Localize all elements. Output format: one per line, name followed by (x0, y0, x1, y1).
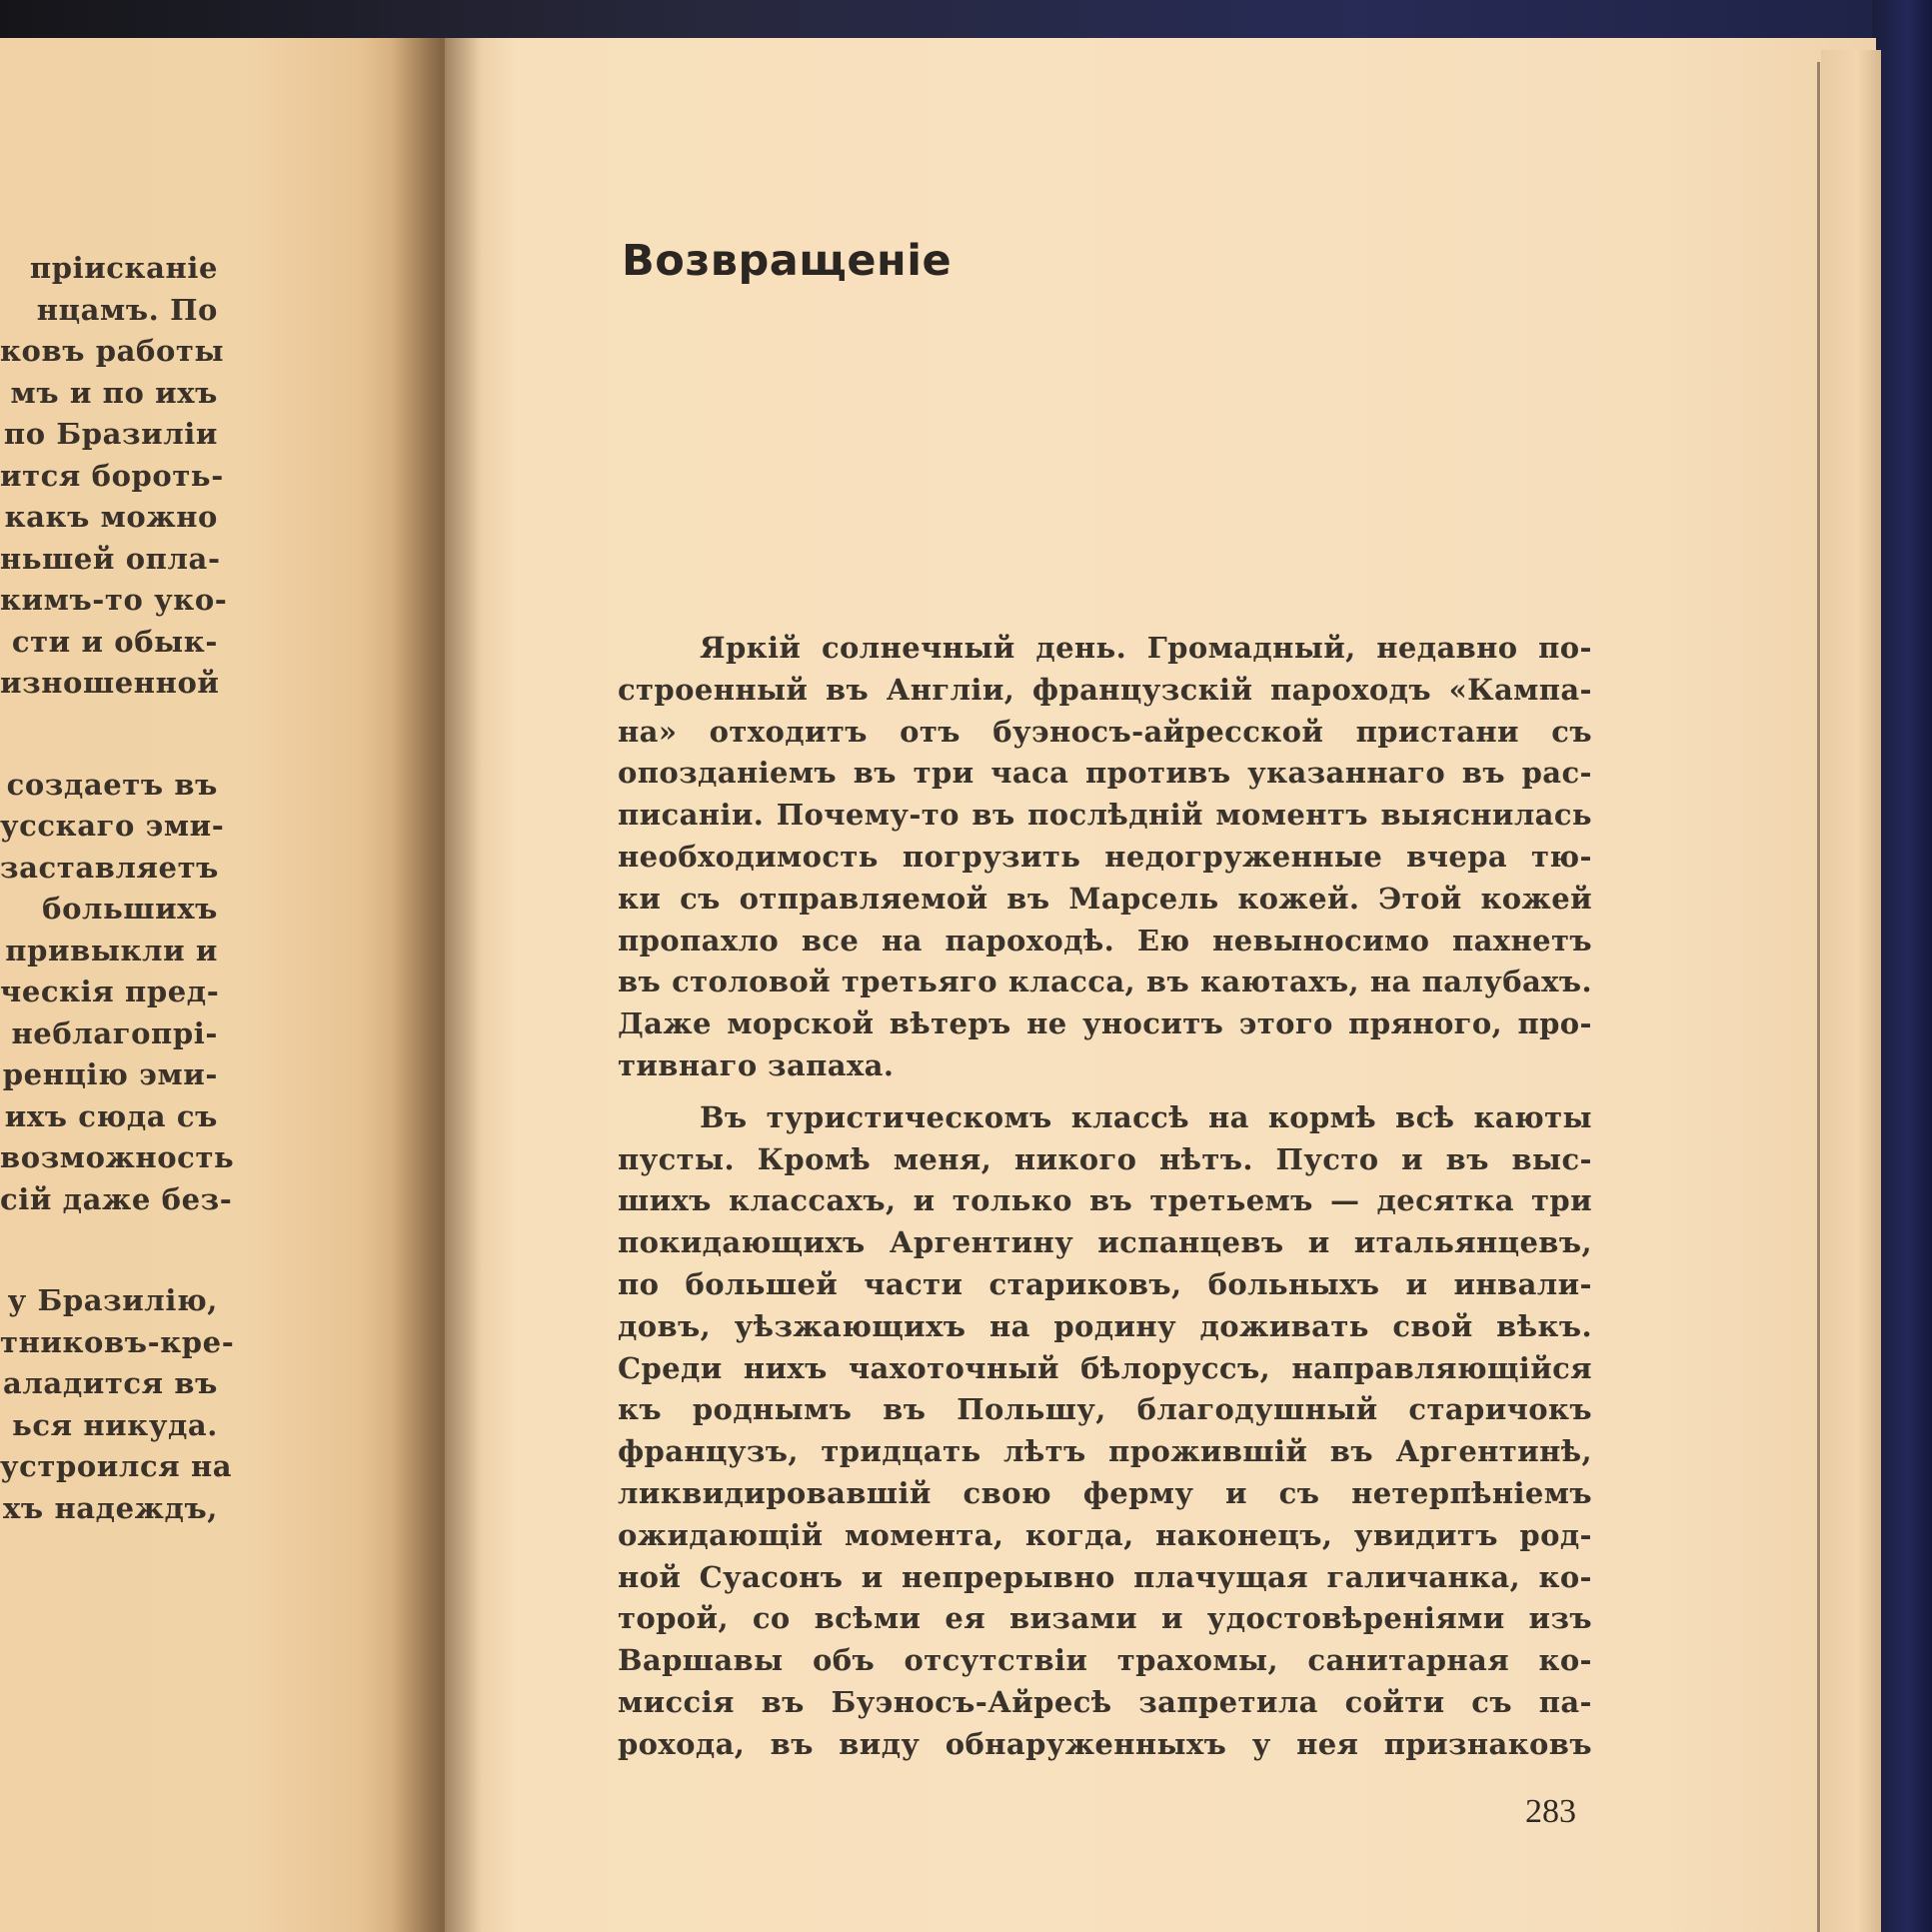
left-line: возможность (0, 1140, 235, 1174)
text-line: Въ туристическомъ классѣ на кормѣ всѣ каюты (700, 1099, 1592, 1134)
text-line: покидающихъ Аргентину испанцевъ и итальянцевъ, (618, 1225, 1592, 1260)
text-line: ной Суасонъ и непрерывно плачущая галичанка, ко- (618, 1559, 1592, 1594)
left-line: сти и обык- (11, 624, 218, 659)
body-text (618, 628, 1592, 1766)
text-line: французъ, тридцать лѣтъ прожившій въ Аргентинѣ, (618, 1434, 1592, 1469)
text-line: тивнаго запаха. (618, 1047, 895, 1082)
left-line: ньшей опла- (0, 541, 221, 576)
left-line: ится бороть- (0, 458, 224, 493)
text-line: по большей части стариковъ, больныхъ и инвали- (618, 1266, 1592, 1301)
text-line: ликвидировавшій свою ферму и съ нетерпѣніемъ (618, 1475, 1592, 1510)
left-line: привыкли и (5, 933, 218, 967)
left-line: пріисканіе (29, 251, 218, 285)
left-line: изношенной (0, 666, 220, 700)
left-line: ихъ сюда съ (4, 1098, 218, 1133)
left-line: хъ надеждъ, (3, 1490, 218, 1525)
left-line: создаетъ въ (6, 767, 218, 802)
left-line: какъ можно (4, 500, 218, 534)
text-line: рохода, въ виду обнаруженныхъ у нея признаковъ (618, 1726, 1592, 1761)
paragraph-gap (618, 1087, 1592, 1097)
left-page-text (0, 248, 235, 1529)
left-line: мъ и по ихъ (10, 375, 218, 410)
left-line: кимъ-то уко- (0, 583, 228, 617)
left-line: устроился на (0, 1449, 233, 1483)
text-line: на» отходитъ отъ буэносъ-айресской пристани съ (618, 714, 1592, 749)
left-line: нцамъ. По (36, 292, 218, 327)
chapter-title: Возвращеніе (622, 236, 953, 286)
text-line: миссія въ Буэносъ-Айресѣ запретила сойти съ па- (618, 1684, 1592, 1719)
text-line: строенный въ Англіи, французскій пароходъ «Кампа- (618, 672, 1592, 707)
text-line: къ роднымъ въ Польшу, благодушный старичокъ (618, 1392, 1592, 1427)
text-line: Даже морской вѣтеръ не уноситъ этого пряного, про- (618, 1006, 1592, 1041)
text-line: писаніи. Почему-то въ послѣдній моментъ выяснилась (618, 798, 1592, 833)
text-line: Яркій солнечный день. Громадный, недавно по- (700, 631, 1592, 665)
text-line: ки съ отправляемой въ Марсель кожей. Этой кожей (618, 881, 1592, 916)
left-line: аладится въ (2, 1366, 218, 1400)
left-line: сій даже без- (0, 1181, 233, 1216)
page-edge-line (1817, 62, 1820, 1932)
text-line: необходимость погрузить недогруженные вчера тю- (618, 839, 1592, 874)
book-cover-edge (1872, 0, 1932, 1932)
text-line: Варшавы объ отсутствіи трахомы, санитарная ко- (618, 1643, 1592, 1678)
book-top-edge (0, 0, 1932, 42)
left-line: большихъ (42, 892, 218, 926)
text-line: Среди нихъ чахоточный бѣлоруссъ, направляющійся (618, 1350, 1592, 1385)
text-line: шихъ классахъ, и только въ третьемъ — десятка три (618, 1183, 1592, 1218)
left-line: неблагопрі- (11, 1015, 218, 1050)
left-line: ческія пред- (0, 974, 220, 1008)
left-line: по Бразиліи (3, 417, 218, 451)
text-line: пропахло все на пароходѣ. Ею невыносимо пахнетъ (618, 923, 1592, 958)
page-edge-strip (1821, 50, 1881, 1932)
text-line: торой, со всѣми ея визами и удостовѣреніями изъ (618, 1601, 1592, 1636)
left-line: ренцію эми- (2, 1057, 218, 1091)
left-line: усскаго эми- (0, 809, 225, 843)
left-paragraph-gap (0, 1220, 218, 1280)
page-number: 283 (1525, 1793, 1576, 1830)
left-paragraph-gap (0, 705, 218, 765)
gutter-shadow (392, 38, 482, 1932)
left-line: ковъ работы (0, 334, 225, 368)
text-line: пусты. Кромѣ меня, никого нѣтъ. Пусто и въ выс- (618, 1141, 1592, 1176)
left-line: тниковъ-кре- (0, 1324, 235, 1359)
text-line: довъ, уѣзжающихъ на родину доживать свой вѣкъ. (618, 1308, 1592, 1343)
left-line: заставляетъ (0, 850, 220, 885)
text-line: въ столовой третьяго класса, въ каютахъ, на палубахъ. (618, 965, 1592, 999)
text-line: ожидающій момента, когда, наконецъ, увидитъ род- (618, 1517, 1592, 1552)
left-line: ься никуда. (12, 1407, 218, 1442)
text-line: опозданіемъ въ три часа противъ указаннаго въ рас- (618, 756, 1592, 791)
left-line: у Бразилію, (7, 1283, 218, 1317)
